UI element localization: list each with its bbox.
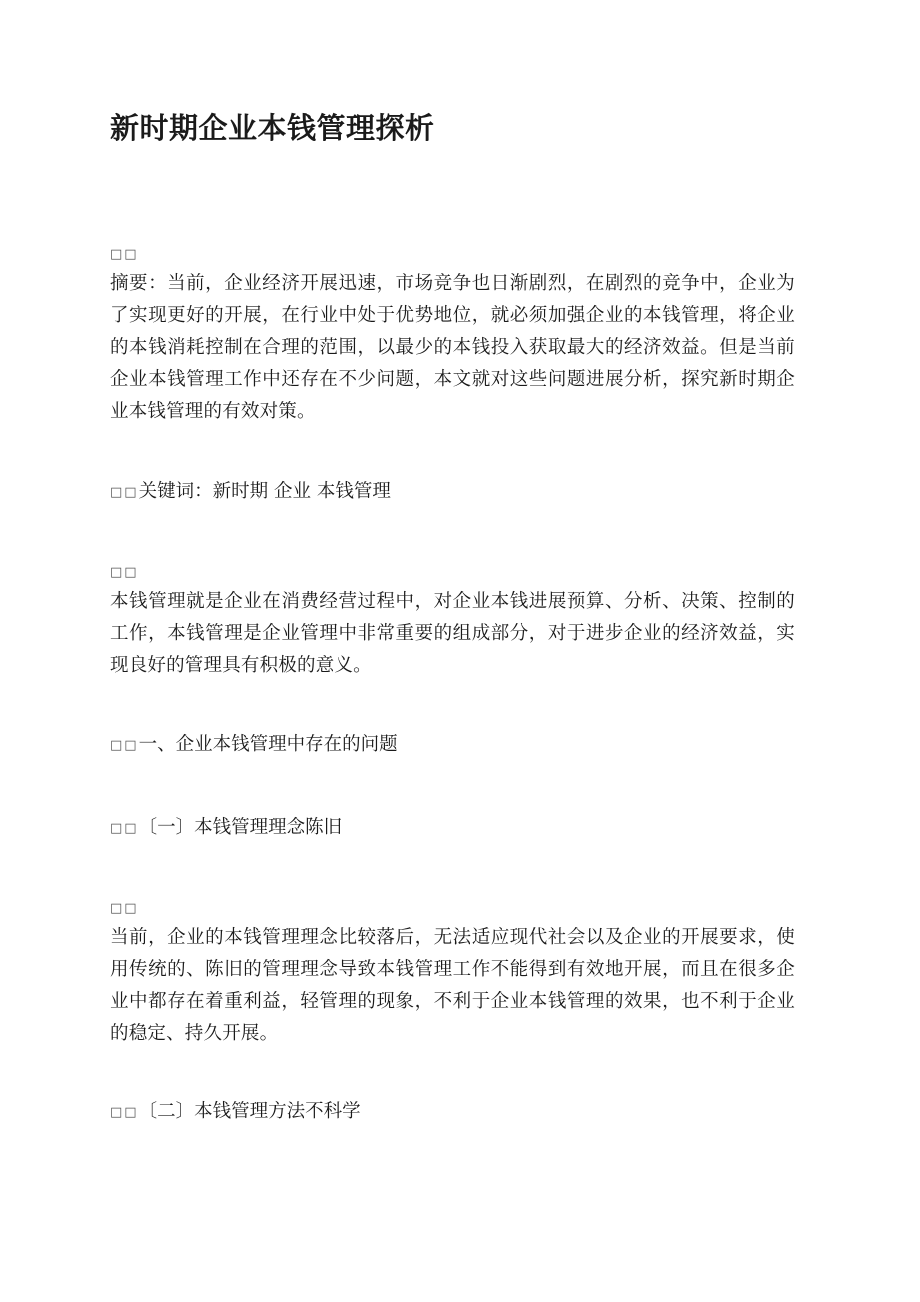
intro-paragraph: [110, 564, 795, 682]
keywords-text: 关键词：新时期 企业 本钱管理: [138, 481, 391, 502]
paragraph-marker: □□: [110, 821, 139, 836]
intro-text: 本钱管理就是企业在消费经营过程中，对企业本钱进展预算、分析、决策、控制的工作，本钱管理是企业管理中非常重要的组成部分，对于进步企业的经济效益，实现良好的管理具有积极的意义。: [110, 591, 795, 676]
subsection-1-text: 当前，企业的本钱管理理念比较落后，无法适应现代社会以及企业的开展要求，使用传统的、陈旧的管理理念导致本钱管理工作不能得到有效地开展，而且在很多企业中都存在着重利益，轻管理的现象，不利于企业本钱管理的效果，也不利于企业的稳定、持久开展。: [110, 927, 795, 1044]
keywords-line: [110, 476, 391, 509]
paragraph-marker: □□: [110, 1105, 139, 1120]
paragraph-marker: □□: [110, 738, 139, 753]
section-heading-1: [110, 729, 398, 762]
paragraph-marker: □□: [110, 565, 139, 580]
document-title: 新时期企业本钱管理探析: [110, 111, 435, 145]
subsection-heading-1-text: 〔一〕本钱管理理念陈旧: [138, 817, 343, 838]
subsection-1-paragraph: [110, 900, 795, 1050]
subsection-heading-2: [110, 1096, 361, 1129]
subsection-heading-2-text: 〔二〕本钱管理方法不科学: [138, 1101, 361, 1122]
abstract-text: 摘要：当前，企业经济开展迅速，市场竞争也日渐剧烈，在剧烈的竞争中，企业为了实现更好的开展，在行业中处于优势地位，就必须加强企业的本钱管理，将企业的本钱消耗控制在合理的范围，以最少的本钱投入获取最大的经济效益。但是当前企业本钱管理工作中还存在不少问题，本文就对这些问题进展分析，探究新时期企业本钱管理的有效对策。: [110, 273, 795, 422]
paragraph-marker: □□: [110, 485, 139, 500]
section-heading-1-text: 一、企业本钱管理中存在的问题: [138, 734, 398, 755]
subsection-heading-1: [110, 812, 342, 845]
paragraph-marker: □□: [110, 901, 139, 916]
abstract-paragraph: [110, 246, 795, 428]
paragraph-marker: □□: [110, 247, 139, 262]
